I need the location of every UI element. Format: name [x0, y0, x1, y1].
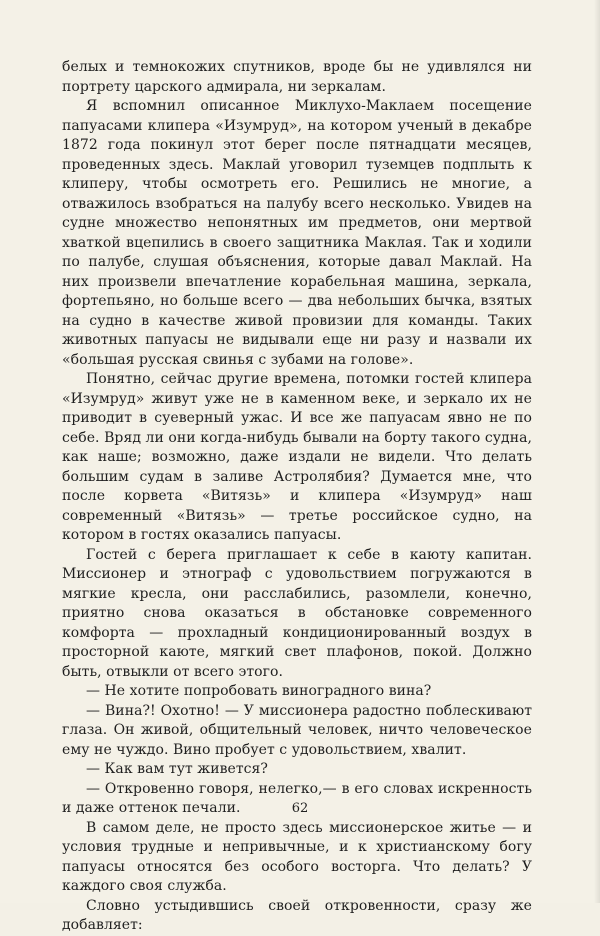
page-number: 62	[291, 801, 309, 816]
paragraph-6: — Вина?! Охотно! — У миссионера радостно поблескивают глаза. Он живой, общительный человек, ничто человеческое ему не чуждо. Вино пробует с удовольствием, хвалит.	[62, 702, 532, 758]
paragraph-5: — Не хотите попробовать виноградного вина?	[86, 683, 432, 699]
page-edge-shadow	[594, 0, 600, 903]
paragraph-2: Я вспомнил описанное Миклухо-Маклаем посещение папуасами клипера «Изумруд», на котором ученый в декабре 1872 года покинул этот берег после пятнадцати месяцев, проведенных здесь. Маклай уговорил туземцев подплыть к клиперу, чтобы осмотреть его. Решились не многие, а отважилось взобраться на палубу всего несколько. Увидев на судне множество непонятных им предметов, они мертвой хваткой вцепились в своего защитника Маклая. Так и ходили по палубе, слушая объяснения, которые давал Маклай. На них произвели впечатление корабельная машина, зеркала, фортепьяно, но больше всего — два небольших бычка, взятых на судно в качестве живой провизии для команды. Таких животных папуасы не видывали еще ни разу и назвали их «большая русская свинья с зубами на голове».	[62, 98, 532, 368]
paragraph-3: Понятно, сейчас другие времена, потомки гостей клипера «Изумруд» живут уже не в каменном веке, и зеркало их не приводит в суеверный ужас. И все же папуасам явно не по себе. Вряд ли они когда-нибудь бывали на борту такого судна, как наше; возможно, даже издали не видели. Что делать большим судам в заливе Астролябия? Думается мне, что после корвета «Витязь» и клипера «Изумруд» наш современный «Витязь» — третье российское судно, на котором в гостях оказались папуасы.	[62, 371, 532, 543]
paragraph-1: белых и темнокожих спутников, вроде бы не удивлялся ни портрету царского адмирала, ни зеркалам.	[62, 59, 532, 95]
paragraph-4: Гостей с берега приглашает к себе в каюту капитан. Миссионер и этнограф с удовольствием погружаются в мягкие кресла, они расслабились, разомлели, конечно, приятно снова оказаться в обстановке современного комфорта — прохладный кондиционированный воздух в просторной каюте, мягкий свет плафонов, покой. Должно быть, отвыкли от всего этого.	[62, 546, 532, 680]
paragraph-7: — Как вам тут живется?	[86, 761, 268, 777]
paragraph-9: В самом деле, не просто здесь миссионерское житье — и условия трудные и непривычные, и к христианскому богу папуасы относятся без особого восторга. Что делать? У каждого своя служба.	[62, 819, 532, 894]
paragraph-10: Словно устыдившись своей откровенности, сразу же добавляет:	[62, 897, 532, 933]
paragraph-8: — Откровенно говоря, нелегко,— в его словах искренность и даже оттенок печали.	[62, 780, 532, 816]
